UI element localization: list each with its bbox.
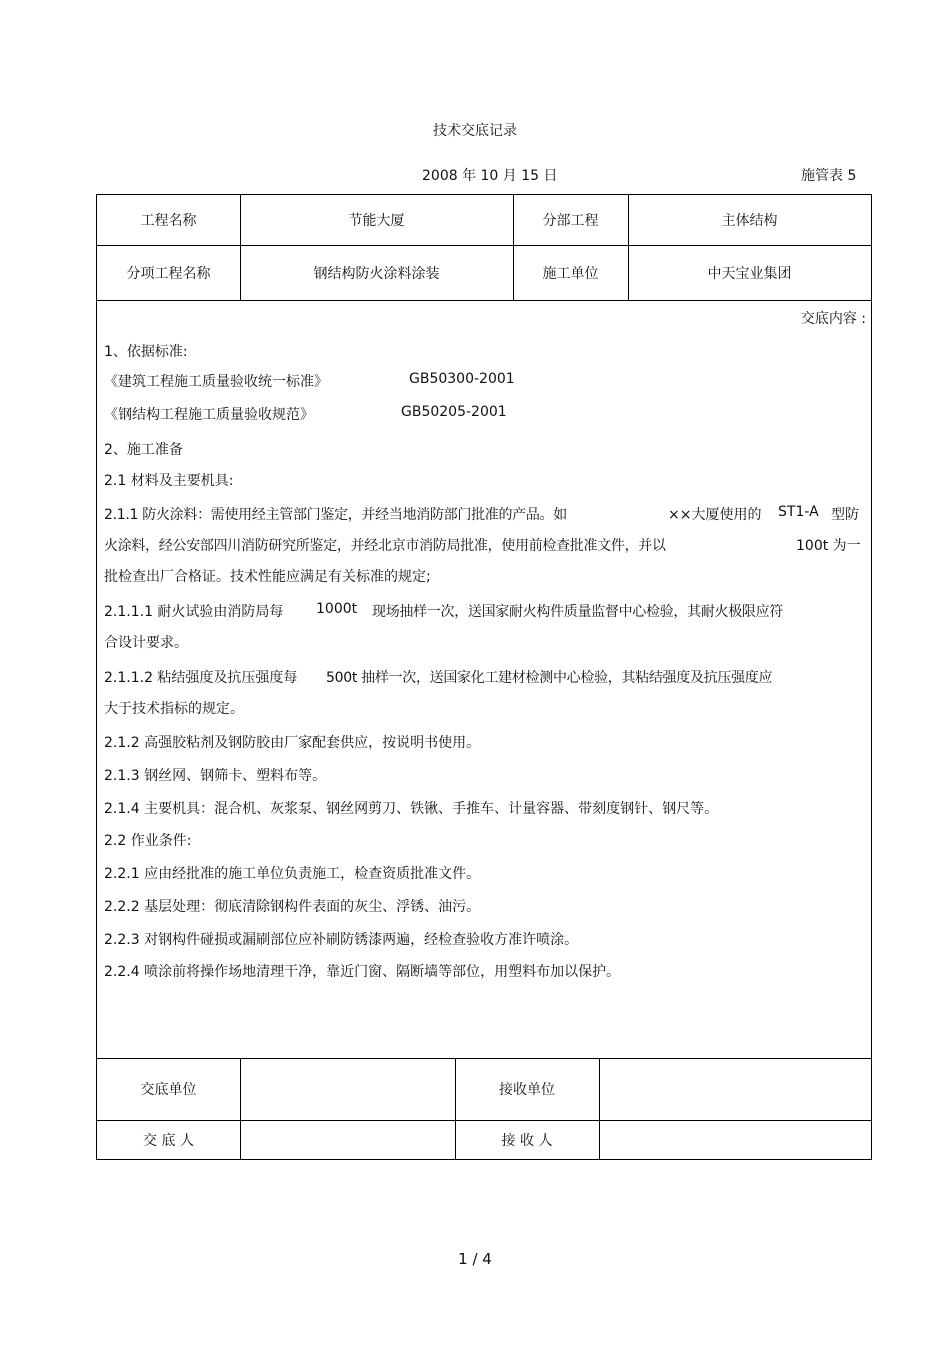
section-heading: 2、施工准备: [104, 442, 183, 458]
paragraph-line: 合设计要求。: [104, 635, 188, 651]
paragraph-line: 2.1.4 主要机具：混合机、灰浆泵、钢丝网剪刀、铁锹、手推车、计量容器、带刻度钢针、钢尺等。: [104, 801, 719, 817]
paragraph-line: 2.2.4 喷涂前将操作场地清理干净，靠近门窗、隔断墙等部位，用塑料布加以保护。: [104, 964, 621, 980]
paragraph-line: 2.2.2 基层处理：彻底清除钢构件表面的灰尘、浮锈、油污。: [104, 899, 481, 915]
form-number: 施管表 5: [801, 168, 857, 184]
paragraph-line: 型防: [831, 507, 859, 523]
contractor: 中天宝业集团: [707, 265, 792, 282]
paragraph-line: 2.1.3 钢丝网、钢筛卡、塑料布等。: [104, 768, 327, 784]
paragraph-line: 现场抽样一次，送国家耐火构件质量监督中心检验，其耐火极限应符: [372, 604, 783, 620]
paragraph-line: 2.1.2 高强胶粘剂及钢防胶由厂家配套供应，按说明书使用。: [104, 735, 481, 751]
project-name-label: 工程名称: [140, 213, 197, 229]
paragraph-line: ××大厦使用的: [668, 507, 762, 523]
subsection-heading: 2.1 材料及主要机具:: [104, 473, 234, 489]
paragraph-line: ST1-A: [778, 504, 819, 520]
paragraph-line: 1000t: [316, 601, 358, 617]
paragraph-line: 500t 抽样一次，送国家化工建材检测中心检验，其粘结强度及抗压强度应: [326, 670, 773, 686]
page-number: 1 / 4: [458, 1250, 492, 1268]
paragraph-line: 火涂料，经公安部四川消防研究所鉴定，并经北京市消防局批准，使用前检查批准文件，并以: [104, 538, 666, 554]
section-heading: 1、依据标准:: [104, 344, 188, 360]
sub-project-label: 分部工程: [542, 213, 599, 229]
paragraph-line: 大于技术指标的规定。: [104, 701, 244, 717]
standard-code: GB50300-2001: [409, 371, 515, 387]
sub-project: 主体结构: [721, 213, 778, 229]
giver-unit-value: [240, 1058, 455, 1120]
subsection-heading: 2.2 作业条件:: [104, 833, 192, 849]
paragraph-line: 2.1.1 防火涂料：需使用经主管部门鉴定，并经当地消防部门批准的产品。如: [104, 507, 567, 523]
paragraph-line: 2.2.3 对钢构件碰损或漏刷部位应补刷防锈漆两遍，经检查验收方准许喷涂。: [104, 932, 579, 948]
item-name: 钢结构防火涂料涂装: [313, 265, 440, 282]
paragraph-line: 100t 为一: [796, 538, 861, 554]
giver-unit-label: 交底单位: [140, 1082, 197, 1098]
table-divider: [97, 300, 871, 301]
paragraph-line: 2.2.1 应由经批准的施工单位负责施工，检查资质批准文件。: [104, 866, 481, 882]
item-name-label: 分项工程名称: [126, 265, 211, 282]
receiver-unit-label: 接收单位: [499, 1082, 555, 1098]
document-title: 技术交底记录: [433, 123, 517, 139]
contractor-label: 施工单位: [542, 265, 599, 282]
paragraph-line: 2.1.1.1 耐火试验由消防局每: [104, 604, 284, 620]
giver-label: 交 底 人: [143, 1133, 194, 1149]
standard-name: 《钢结构工程施工质量验收规范》: [104, 407, 314, 423]
paragraph-line: 批检查出厂合格证。技术性能应满足有关标准的规定;: [104, 569, 431, 585]
document-date: 2008 年 10 月 15 日: [422, 168, 558, 184]
standard-name: 《建筑工程施工质量验收统一标准》: [104, 374, 328, 390]
paragraph-line: 2.1.1.2 粘结强度及抗压强度每: [104, 670, 298, 686]
receiver-value: [599, 1120, 871, 1160]
receiver-label: 接 收 人: [501, 1133, 553, 1149]
project-name: 节能大厦: [348, 213, 405, 229]
receiver-unit-value: [599, 1058, 871, 1120]
standard-code: GB50205-2001: [401, 404, 507, 420]
content-label: 交底内容 :: [800, 311, 866, 327]
giver-value: [240, 1120, 455, 1160]
